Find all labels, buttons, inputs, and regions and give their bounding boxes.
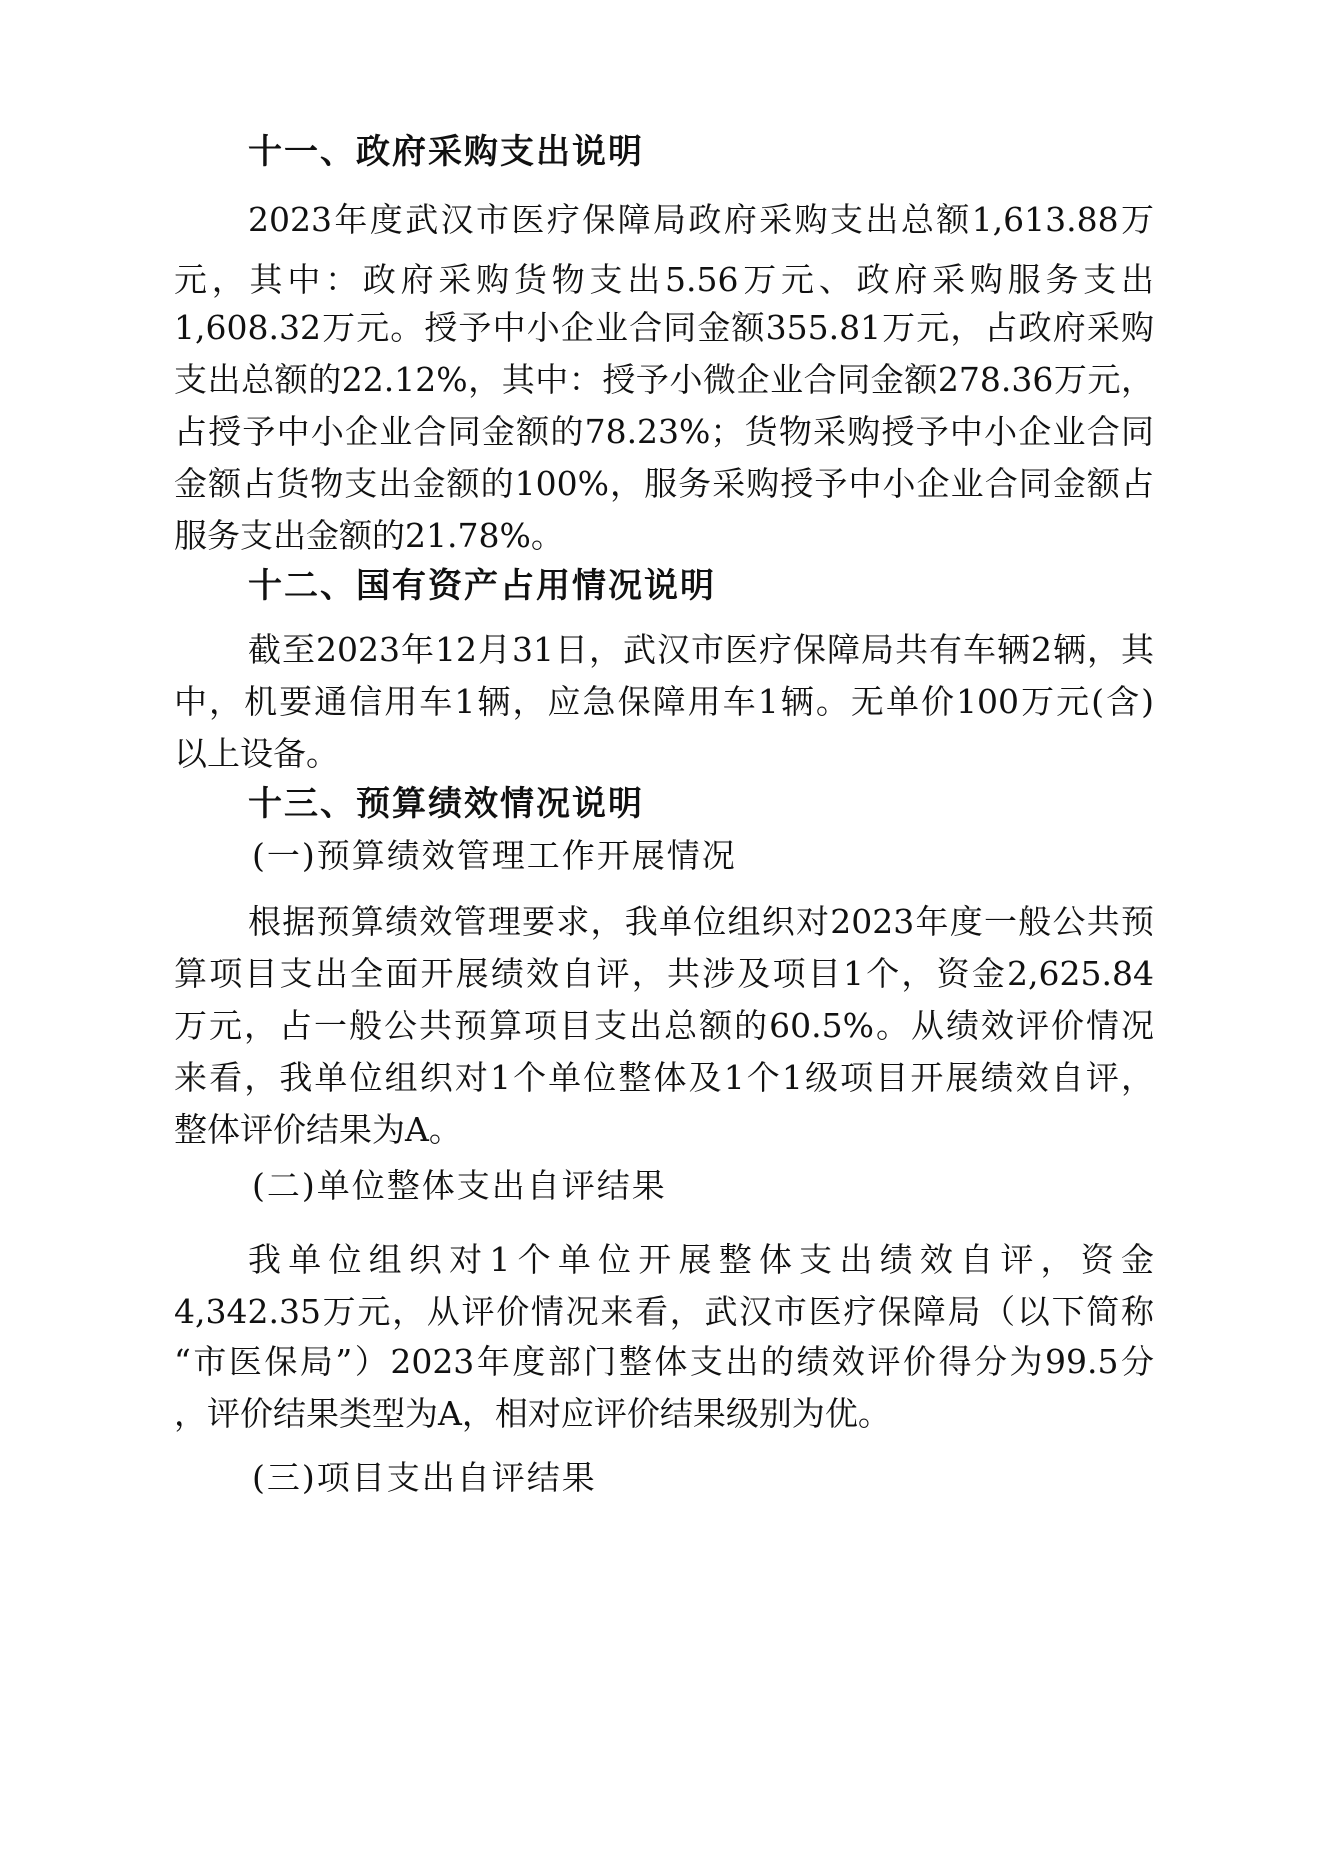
paragraph-line: 来看，我单位组织对1个单位整体及1个1级项目开展绩效自评， <box>174 1058 1154 1097</box>
paragraph-line: 服务支出金额的21.78%。 <box>174 516 564 555</box>
paragraph-line: 万元，占一般公共预算项目支出总额的60.5%。从绩效评价情况 <box>174 1006 1154 1045</box>
paragraph-line: 2023年度武汉市医疗保障局政府采购支出总额1,613.88万 <box>248 200 1154 239</box>
paragraph-line: 占授予中小企业合同金额的78.23%；货物采购授予中小企业合同 <box>174 412 1154 451</box>
paragraph-line: ，评价结果类型为A，相对应评价结果级别为优。 <box>174 1394 891 1433</box>
section-heading-13: 十三、预算绩效情况说明 <box>248 784 644 824</box>
subsection-title-3: (三)项目支出自评结果 <box>252 1458 597 1497</box>
subsection-title-1: (一)预算绩效管理工作开展情况 <box>252 836 737 875</box>
paragraph-line: “市医保局”）2023年度部门整体支出的绩效评价得分为99.5分 <box>174 1342 1154 1381</box>
paragraph-line: 根据预算绩效管理要求，我单位组织对2023年度一般公共预 <box>248 902 1154 941</box>
paragraph-line: 我单位组织对1个单位开展整体支出绩效自评，资金 <box>248 1240 1154 1279</box>
section-heading-12: 十二、国有资产占用情况说明 <box>248 566 716 606</box>
paragraph-line: 中，机要通信用车1辆，应急保障用车1辆。无单价100万元(含) <box>174 682 1154 721</box>
paragraph-line: 算项目支出全面开展绩效自评，共涉及项目1个，资金2,625.84 <box>174 954 1154 993</box>
paragraph-line: 整体评价结果为A。 <box>174 1110 462 1149</box>
paragraph-line: 1,608.32万元。授予中小企业合同金额355.81万元，占政府采购 <box>174 308 1154 347</box>
paragraph-line: 元，其中：政府采购货物支出5.56万元、政府采购服务支出 <box>174 260 1154 299</box>
section-heading-11: 十一、政府采购支出说明 <box>248 132 644 172</box>
paragraph-line: 金额占货物支出金额的100%，服务采购授予中小企业合同金额占 <box>174 464 1154 503</box>
paragraph-line: 4,342.35万元，从评价情况来看，武汉市医疗保障局（以下简称 <box>174 1292 1154 1331</box>
paragraph-line: 支出总额的22.12%，其中：授予小微企业合同金额278.36万元， <box>174 360 1154 399</box>
paragraph-line: 截至2023年12月31日，武汉市医疗保障局共有车辆2辆，其 <box>248 630 1154 669</box>
paragraph-line: 以上设备。 <box>174 734 339 773</box>
subsection-title-2: (二)单位整体支出自评结果 <box>252 1166 667 1205</box>
